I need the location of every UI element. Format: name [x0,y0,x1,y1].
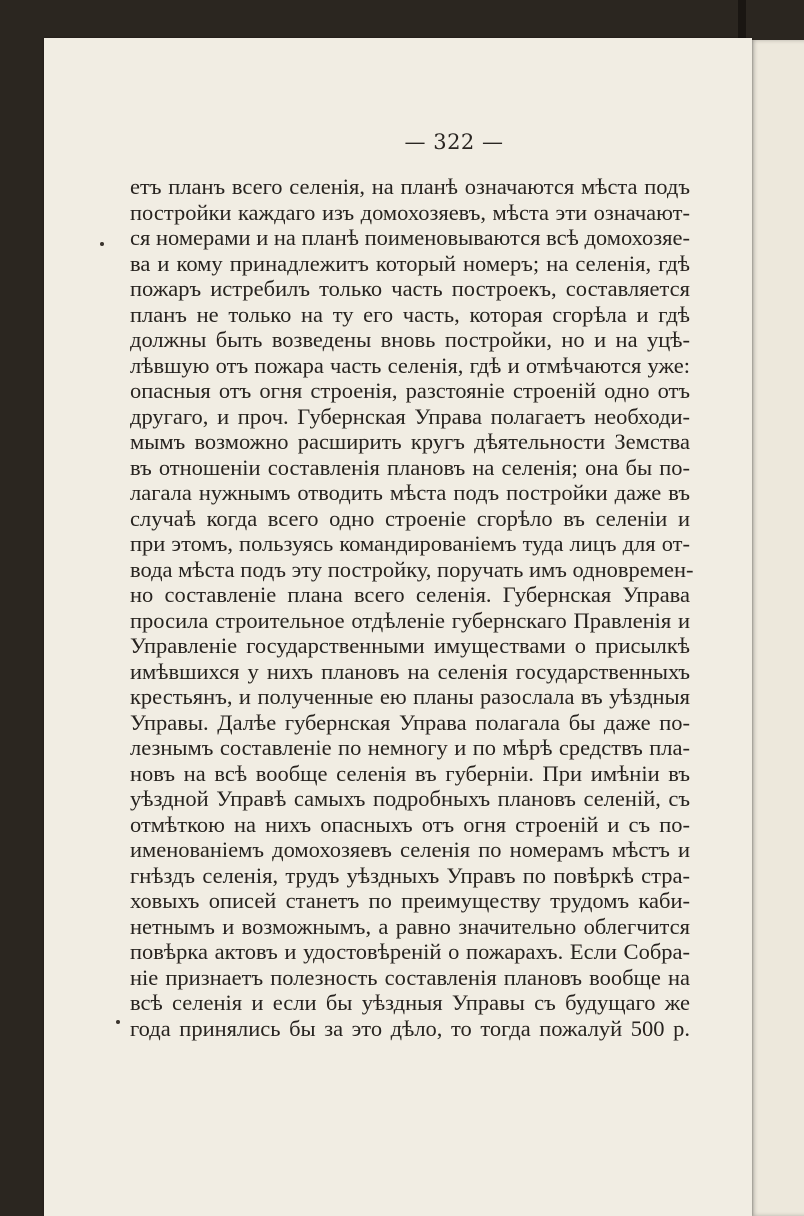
text-line: крестьянъ, и полученные ею планы разослала въ уѣздныя [130,684,690,709]
book-page [44,38,752,1216]
text-line: случаѣ когда всего одно строеніе сгорѣло въ селеніи и [130,505,690,531]
text-line: Управленіе государственными имуществами о присылкѣ [130,633,690,658]
text-line: постройки каждаго изъ домохозяевъ, мѣста эти означают- [130,199,690,225]
text-line: ніе признаетъ полезность составленія плановъ вообще на [130,964,690,990]
text-line: ва и кому принадлежитъ который номеръ; на селенія, гдѣ [130,250,690,276]
text-line: нетнымъ и возможнымъ, а равно значительно облегчится [130,913,690,939]
text-line: при этомъ, пользуясь командированіемъ туда лицъ для от- [130,531,690,556]
text-line: уѣздной Управѣ самыхъ подробныхъ плановъ селеній, съ [130,786,690,811]
text-line: ся номерами и на планѣ поименовываются всѣ домохозяе- [130,225,691,250]
text-line: должны быть возведены вновь постройки, но и на уцѣ- [130,327,690,352]
text-line: гнѣздъ селенія, трудъ уѣздныхъ Управъ по повѣркѣ стра- [130,862,690,888]
text-line: отмѣткою на нихъ опасныхъ отъ огня строеній и съ по- [130,811,690,837]
text-line: но составленіе плана всего селенія. Губернская Управа [130,582,690,607]
text-line: другаго, и проч. Губернская Управа полагаетъ необходи- [130,403,690,429]
text-line: лагала нужнымъ отводить мѣста подъ постройки даже въ [130,480,690,505]
text-line: всѣ селенія и если бы уѣздныя Управы съ будущаго же [130,990,690,1015]
text-line: ховыхъ описей станетъ по преимуществу трудомъ каби- [130,888,690,913]
body-text [130,174,694,1041]
margin-speck [116,1020,120,1024]
text-line: етъ планъ всего селенія, на планѣ означаются мѣста подъ [130,174,690,199]
text-line: именованіемъ домохозяевъ селенія по номерамъ мѣстъ и [130,837,690,862]
text-line: новъ на всѣ вообще селенія въ губерніи. При имѣніи въ [130,760,690,786]
adjacent-page-edge [752,40,804,1216]
text-line: лезнымъ составленіе по немногу и по мѣрѣ средствъ пла- [130,735,690,760]
text-line: въ отношеніи составленія плановъ на селенія; она бы по- [130,454,690,480]
text-line: планъ не только на ту его часть, которая сгорѣла и гдѣ [130,301,690,327]
text-line: года принялись бы за это дѣло, то тогда пожалуй 500 р. [130,1015,690,1041]
text-line: пожаръ истребилъ только часть построекъ, составляется [130,276,690,301]
text-line: повѣрка актовъ и удостовѣреній о пожарахъ. Если Собра- [130,939,690,964]
text-line: Управы. Далѣе губернская Управа полагала бы даже по- [130,709,690,735]
page-number: — 322 — [404,130,504,154]
text-line: опасныя отъ огня строенія, разстояніе строеній одно отъ [130,378,690,403]
text-line: лѣвшую отъ пожара часть селенія, гдѣ и отмѣчаются уже: [130,352,690,378]
margin-speck [100,242,104,246]
text-line: просила строительное отдѣленіе губернскаго Правленія и [130,607,690,633]
text-line: вода мѣста подъ эту постройку, поручать имъ одновремен- [130,556,694,582]
text-line: имѣвшихся у нихъ плановъ на селенія государственныхъ [130,658,690,684]
text-line: мымъ возможно расширить кругъ дѣятельности Земства [130,429,690,454]
